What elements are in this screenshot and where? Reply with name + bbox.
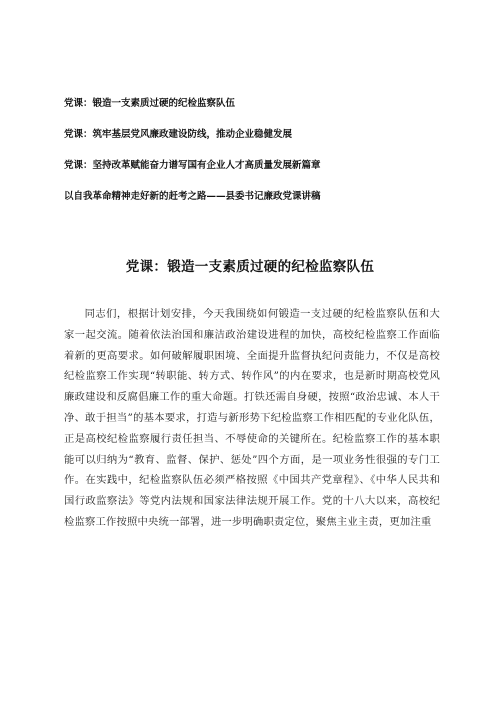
toc-item-2[interactable]: 党课：筑牢基层党风廉政建设防线，推动企业稳健发展 — [64, 129, 293, 140]
article-body: 同志们，根据计划安排，今天我围绕如何锻造一支过硬的纪检监察队伍和大家一起交流。随着依法治国和廉洁政治建设进程的加快，高校纪检监察工作面临着新的更高要求。如何破解履职困境、全面提升监督执纪问责能力，不仅是高校纪检监察工作实现“转职能、转方式、转作风”的内在要求，也是新时期高校党风廉政建设和反腐倡廉工作的重大命题。打铁还需自身硬，按照“政治忠诚、本人干净、敢于担当”的基本要求，打造与新形势下纪检监察工作相匹配的专业化队伍，正是高校纪检监察履行责任担当、不辱使命的关键所在。纪检监察工作的基本职能可以归纳为“教育、监督、保护、惩处”四个方面，是一项业务性很强的专门工作。在实践中，纪检监察队伍必须严格按照《中国共产党章程》、《中华人民共和国行政监察法》等党内法规和国家法律法规开展工作。党的十八大以来，高校纪检监察工作按照中央统一部署，进一步明确职责定位，聚焦主业主责，更加注重 — [64, 308, 440, 528]
toc-item-3[interactable]: 党课：坚持改革赋能奋力谱写国有企业人才高质量发展新篇章 — [64, 160, 321, 171]
table-of-contents — [64, 97, 464, 221]
toc-item-1[interactable]: 党课：锻造一支素质过硬的纪检监察队伍 — [64, 98, 236, 109]
toc-item-4[interactable]: 以自我革命精神走好新的赶考之路——县委书记廉政党课讲稿 — [64, 191, 321, 202]
article-title: 党课：锻造一支素质过硬的纪检监察队伍 — [125, 259, 375, 275]
